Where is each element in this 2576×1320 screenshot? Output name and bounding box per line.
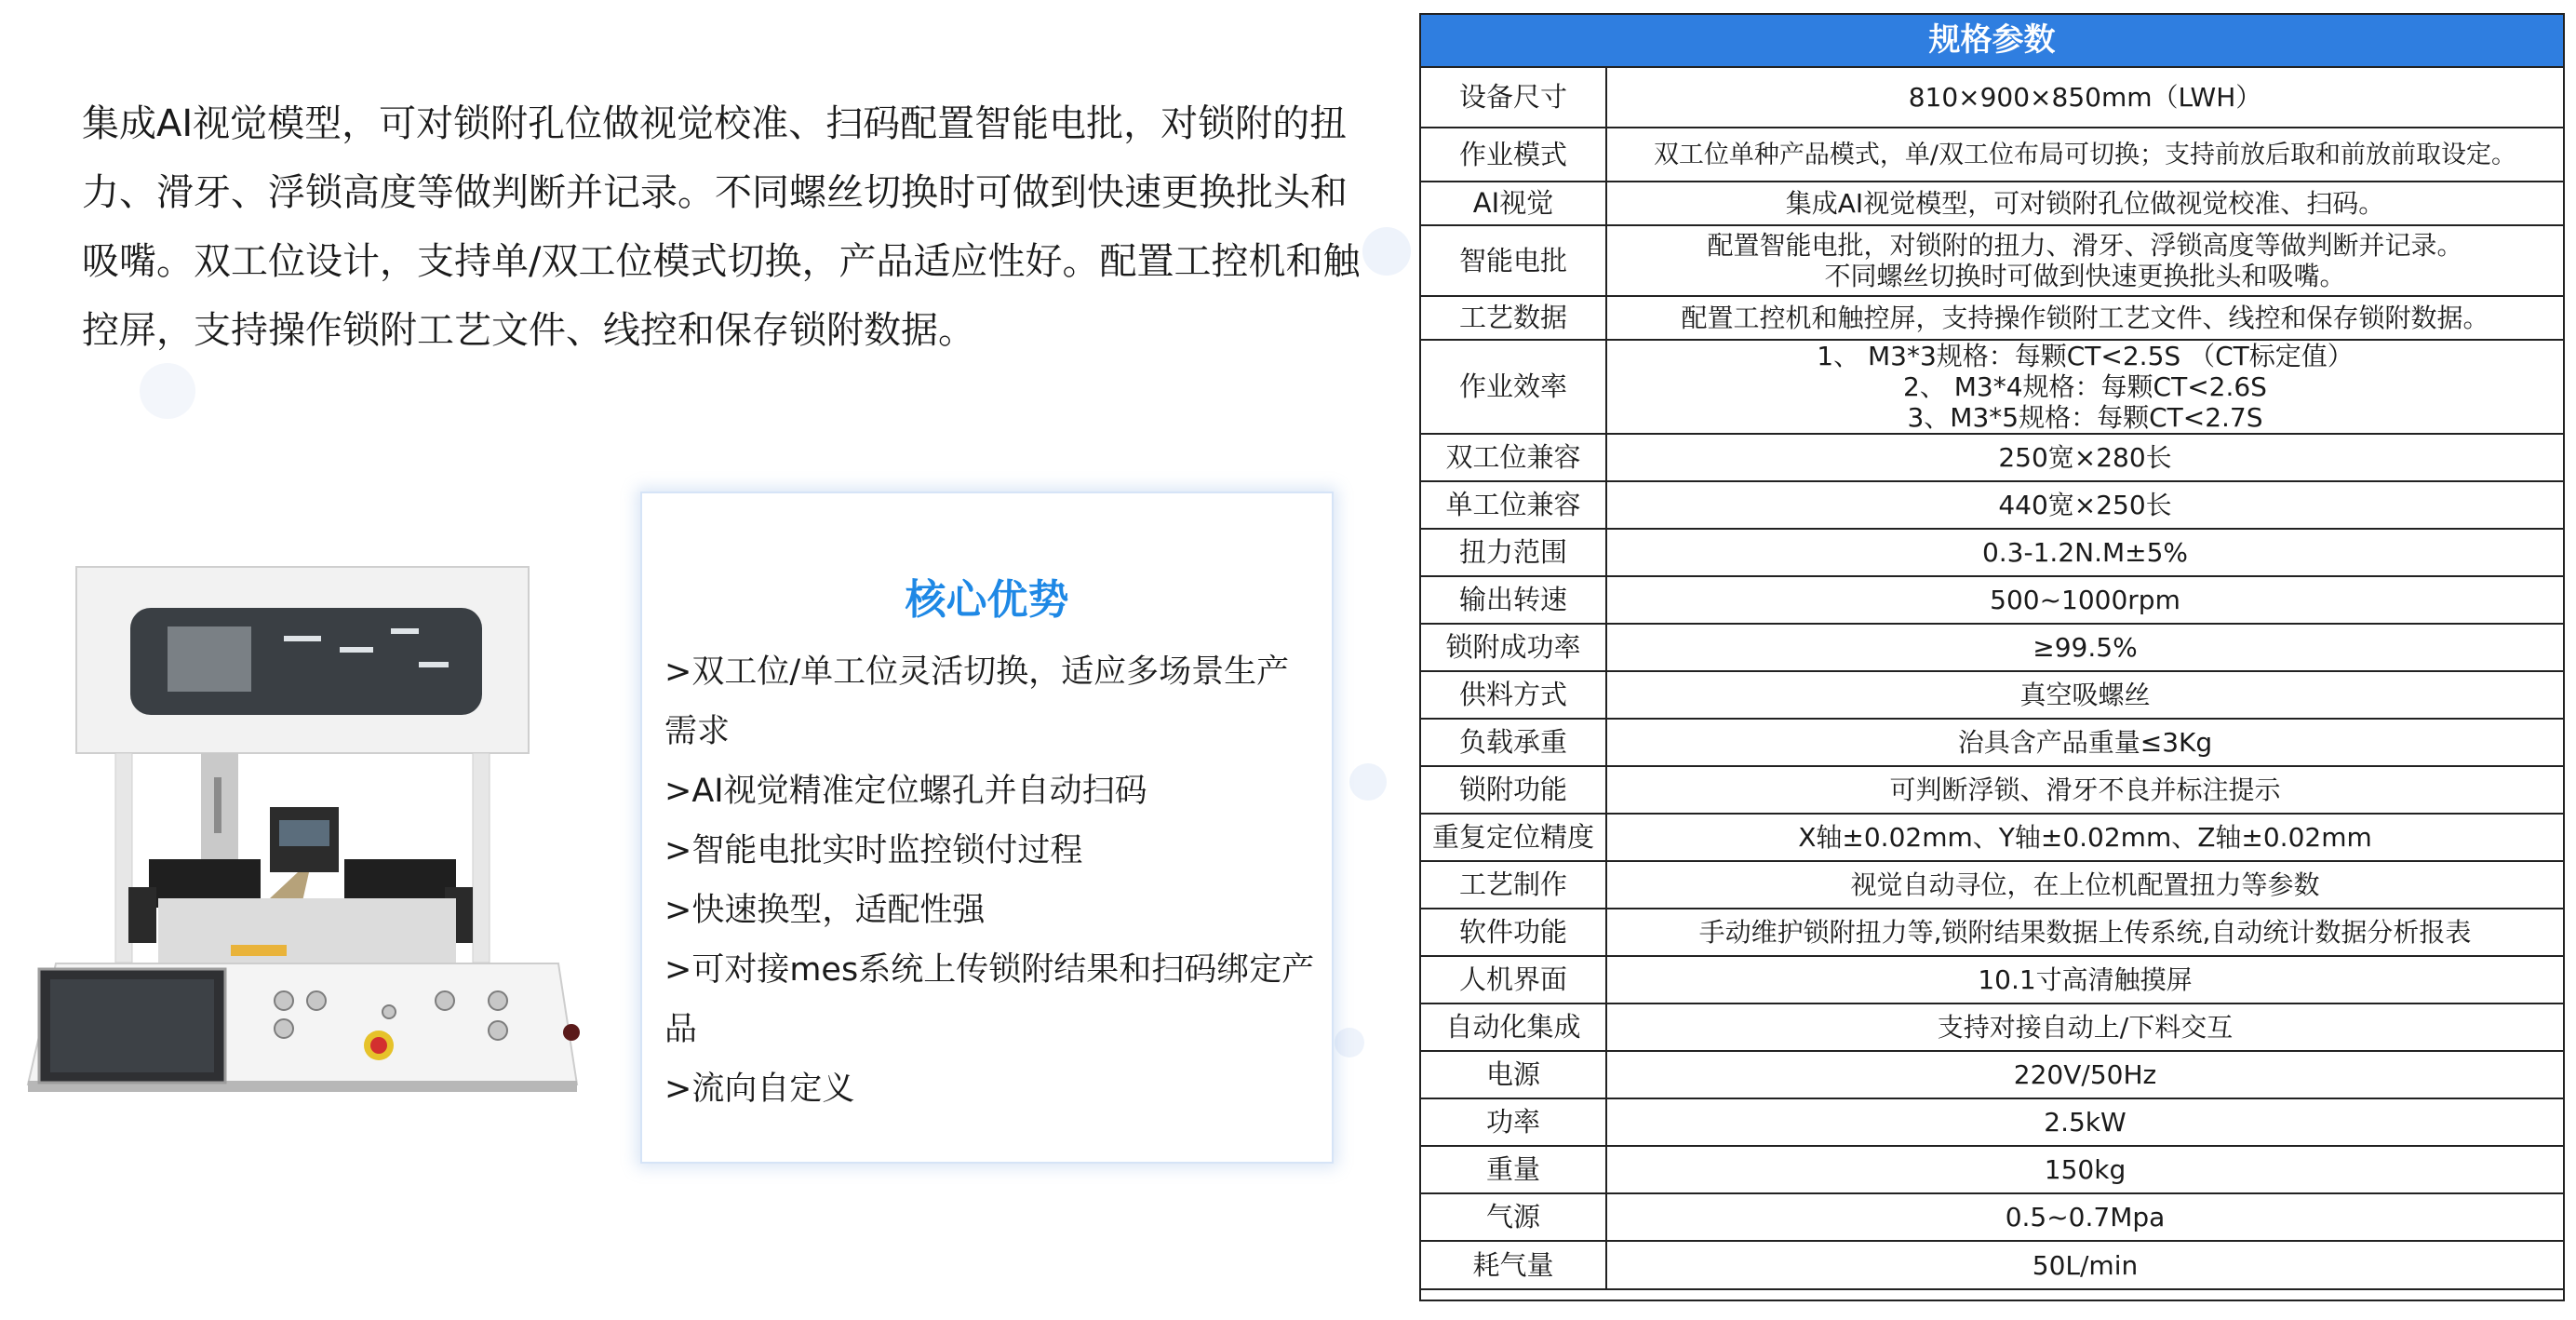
spec-label: 供料方式	[1421, 671, 1606, 719]
spec-label: 负载承重	[1421, 719, 1606, 766]
spec-value	[1606, 128, 2563, 182]
spec-value-line: 治具含产品重量≤3Kg	[1957, 727, 2213, 758]
core-advantage-item: >可对接mes系统上传锁附结果和扫码绑定产品	[664, 951, 1315, 1048]
spec-row	[1421, 1051, 2563, 1098]
core-advantage-item: >流向自定义	[664, 1071, 855, 1108]
spec-row	[1421, 576, 2563, 624]
spec-table-title: 规格参数	[1421, 15, 2563, 68]
spec-label: 锁附成功率	[1421, 624, 1606, 671]
spec-row	[1421, 1146, 2563, 1193]
spec-label: 功率	[1421, 1098, 1606, 1146]
spec-value-line: 500~1000rpm	[1990, 585, 2180, 615]
spec-label: 作业效率	[1421, 340, 1606, 434]
spec-row	[1421, 340, 2563, 434]
intro-paragraph: 集成AI视觉模型，可对锁附孔位做视觉校准、扫码配置智能电批，对锁附的扭力、滑牙、浮锁高度等做判断并记录。不同螺丝切换时可做到快速更换批头和吸嘴。双工位设计，支持单/双工位模式切换，产品适应性好。配置工控机和触控屏，支持操作锁附工艺文件、线控和保存锁附数据。	[82, 102, 1361, 352]
spec-row	[1421, 1241, 2563, 1289]
spec-value	[1606, 624, 2563, 671]
spec-row	[1421, 719, 2563, 766]
spec-value	[1606, 909, 2563, 956]
spec-label: AI视觉	[1421, 182, 1606, 225]
spec-value-line: 可判断浮锁、滑牙不良并标注提示	[1889, 774, 2281, 805]
spec-row	[1421, 766, 2563, 814]
spec-label: 扭力范围	[1421, 529, 1606, 576]
spec-value-line: 10.1寸高清触摸屏	[1978, 964, 2193, 995]
spec-value	[1606, 956, 2563, 1003]
core-advantage-item: >AI视觉精准定位螺孔并自动扫码	[664, 773, 1147, 810]
spec-value-line: 0.5~0.7Mpa	[2005, 1202, 2166, 1232]
core-advantage-item: >双工位/单工位灵活切换，适应多场景生产需求	[664, 653, 1290, 750]
spec-label: 输出转速	[1421, 576, 1606, 624]
spec-label: 自动化集成	[1421, 1003, 1606, 1051]
spec-value-line: 810×900×850mm（LWH）	[1908, 82, 2262, 113]
spec-table-panel	[1419, 13, 2565, 1301]
spec-value	[1606, 529, 2563, 576]
core-advantage-item: >智能电批实时监控锁付过程	[664, 832, 1083, 869]
spec-label: 设备尺寸	[1421, 68, 1606, 128]
spec-label: 工艺制作	[1421, 861, 1606, 909]
spec-value-line: 440宽×250长	[1998, 490, 2172, 520]
spec-value	[1606, 296, 2563, 340]
spec-table	[1421, 68, 2563, 1290]
spec-value	[1606, 861, 2563, 909]
spec-value-line: 配置工控机和触控屏，支持操作锁附工艺文件、线控和保存锁附数据。	[1681, 303, 2489, 333]
spec-value-line: 真空吸螺丝	[2019, 680, 2151, 710]
spec-value	[1606, 1098, 2563, 1146]
spec-label: 重量	[1421, 1146, 1606, 1193]
spec-label: 气源	[1421, 1193, 1606, 1241]
spec-value-line: 3、M3*5规格：每颗CT<2.7S	[1907, 402, 2263, 433]
spec-row	[1421, 481, 2563, 529]
spec-label: 双工位兼容	[1421, 434, 1606, 481]
spec-row	[1421, 225, 2563, 296]
spec-value-line: 150kg	[2044, 1154, 2127, 1185]
spec-value-line: 2.5kW	[2044, 1107, 2127, 1138]
spec-value	[1606, 340, 2563, 434]
spec-label: 耗气量	[1421, 1241, 1606, 1289]
spec-value	[1606, 1146, 2563, 1193]
spec-value-line: 50L/min	[2032, 1249, 2139, 1281]
spec-label: 智能电批	[1421, 225, 1606, 296]
spec-value	[1606, 481, 2563, 529]
spec-value-line: 0.3-1.2N.M±5%	[1981, 537, 2189, 568]
spec-label: 作业模式	[1421, 128, 1606, 182]
spec-value	[1606, 1051, 2563, 1098]
spec-value-line: 支持对接自动上/下料交互	[1937, 1012, 2234, 1043]
spec-row	[1421, 1003, 2563, 1051]
spec-value-line: 手动维护锁附扭力等,锁附结果数据上传系统,自动统计数据分析报表	[1698, 917, 2472, 948]
spec-value-line: 集成AI视觉模型，可对锁附孔位做视觉校准、扫码。	[1785, 188, 2385, 219]
spec-label: 单工位兼容	[1421, 481, 1606, 529]
spec-label: 重复定位精度	[1421, 814, 1606, 861]
spec-label: 工艺数据	[1421, 296, 1606, 340]
spec-value-line: 1、 M3*3规格：每颗CT<2.5S （CT标定值）	[1817, 341, 2354, 371]
spec-value-line: 2、 M3*4规格：每颗CT<2.6S	[1903, 371, 2267, 402]
spec-value	[1606, 434, 2563, 481]
spec-value-line: 视觉自动寻位，在上位机配置扭力等参数	[1850, 869, 2320, 900]
spec-value	[1606, 68, 2563, 128]
spec-value-line: X轴±0.02mm、Y轴±0.02mm、Z轴±0.02mm	[1798, 822, 2372, 853]
spec-label: 软件功能	[1421, 909, 1606, 956]
core-advantages-list	[664, 642, 1316, 1119]
spec-row	[1421, 296, 2563, 340]
spec-value	[1606, 719, 2563, 766]
spec-row	[1421, 434, 2563, 481]
core-advantage-item: >快速换型，适配性强	[664, 892, 986, 929]
spec-value-line: 220V/50Hz	[2013, 1059, 2157, 1090]
spec-value	[1606, 1241, 2563, 1289]
spec-value-line: 双工位单种产品模式，单/双工位布局可切换；支持前放后取和前放前取设定。	[1653, 140, 2517, 169]
spec-value	[1606, 182, 2563, 225]
spec-value	[1606, 814, 2563, 861]
spec-value	[1606, 671, 2563, 719]
spec-label: 人机界面	[1421, 956, 1606, 1003]
screw-locking-machine-image	[19, 563, 605, 1098]
core-advantages-title: 核心优势	[905, 576, 1069, 624]
spec-value-line: ≥99.5%	[2033, 632, 2138, 663]
spec-row	[1421, 1193, 2563, 1241]
spec-value	[1606, 1193, 2563, 1241]
spec-row	[1421, 1098, 2563, 1146]
core-advantages-card	[640, 492, 1334, 1164]
spec-label: 锁附功能	[1421, 766, 1606, 814]
spec-row	[1421, 814, 2563, 861]
spec-row	[1421, 861, 2563, 909]
spec-value	[1606, 576, 2563, 624]
spec-label: 电源	[1421, 1051, 1606, 1098]
spec-value	[1606, 225, 2563, 296]
spec-row	[1421, 624, 2563, 671]
spec-row	[1421, 182, 2563, 225]
spec-row	[1421, 671, 2563, 719]
spec-value	[1606, 1003, 2563, 1051]
spec-row	[1421, 529, 2563, 576]
spec-value-line: 配置智能电批，对锁附的扭力、滑牙、浮锁高度等做判断并记录。	[1707, 230, 2463, 261]
spec-value	[1606, 766, 2563, 814]
spec-row	[1421, 909, 2563, 956]
spec-row	[1421, 956, 2563, 1003]
spec-row	[1421, 128, 2563, 182]
spec-value-line: 不同螺丝切换时可做到快速更换批头和吸嘴。	[1824, 261, 2346, 291]
spec-value-line: 250宽×280长	[1998, 442, 2172, 473]
spec-row	[1421, 68, 2563, 128]
